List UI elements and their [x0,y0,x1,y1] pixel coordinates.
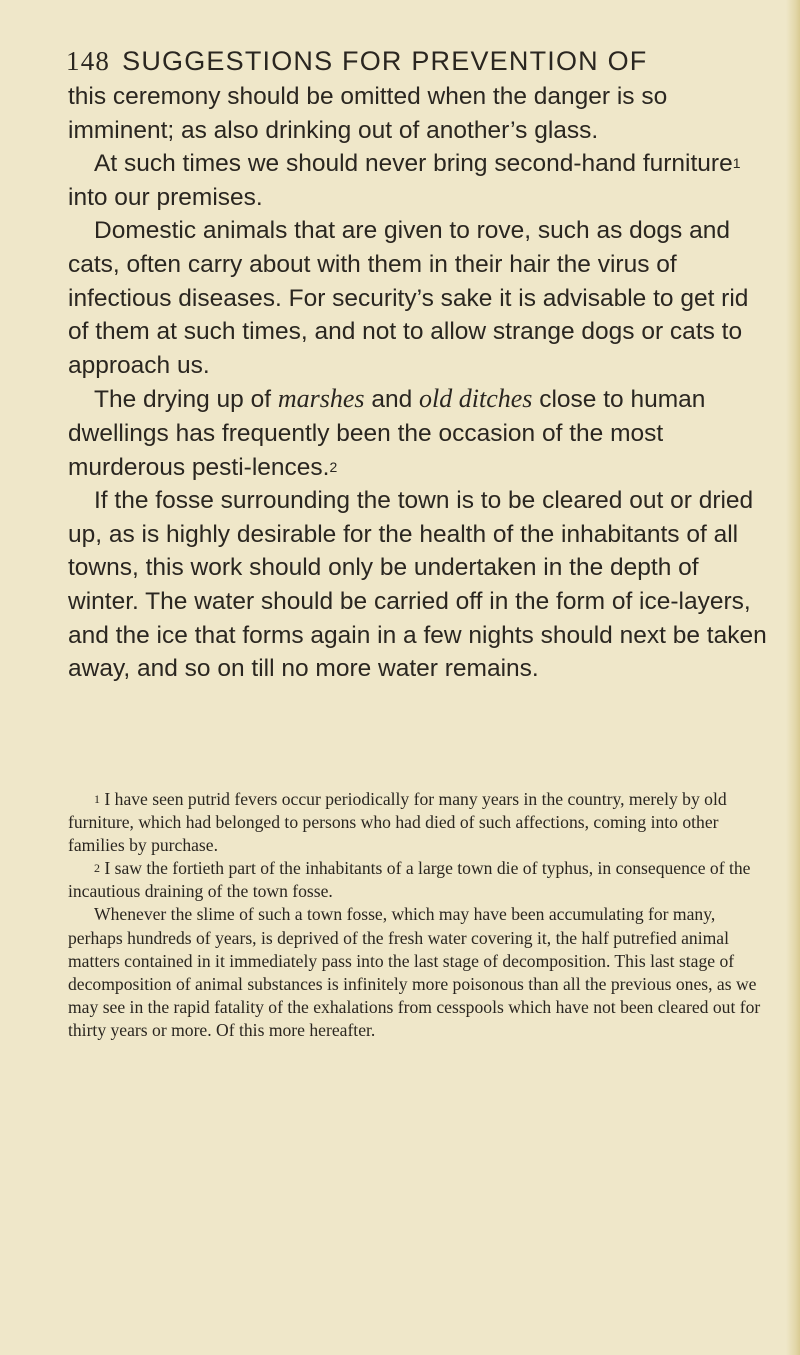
footnote-2-continuation: Whenever the slime of such a town fosse, which may have been accumulating for many, perhaps hundreds of years, is deprived of the fresh water covering it, the half putrefied animal matters contained in it immediately pass into the last stage of decomposition. This last stage of decomposition of animal substances is infinitely more poisonous than all the previous ones, as we may see in the rapid fatality of the exhalations from cesspools which have not been cleared out for thirty years or more. Of this more hereafter. [68,904,761,1040]
paragraph-5: If the fosse surrounding the town is to be cleared out or dried up, as is highly desirable for the health of the inhabitants of all towns, this work should only be undertaken in the depth of winter. The water should be carried off in the form of ice-layers, and the ice that forms again in a few nights should next be taken away, and so on till no more water remains. [68,487,767,683]
paragraph-3: Domestic animals that are given to rove, such as dogs and cats, often carry about with them in their hair the virus of infectious diseases. For security’s sake it is advisable to get rid of them at such times, and not to allow strange dogs or cats to approach us. [68,217,749,379]
paragraph-4 [68,382,770,484]
footnote-1 [68,788,772,857]
footnote-2 [68,857,772,903]
paragraph-4-text-b: and [364,386,420,414]
paragraph-2-end: into our premises. [68,183,263,211]
paragraph-1: this ceremony should be omitted when the danger is so imminent; as also drinking out of another’s glass. [68,83,668,144]
italic-old-ditches: old ditches [419,384,533,414]
italic-marshes: marshes [277,384,365,414]
page-number: 148 [66,46,111,76]
running-title: SUGGESTIONS FOR PREVENTION OF [122,46,648,76]
footnote-2-mark: 2 [94,861,100,876]
page-edge-shadow [786,0,800,1355]
footnote-2-text: I saw the fortieth part of the inhabitants of a large town die of typhus, in consequence of the incautious draining of the town fosse. [68,858,751,902]
paragraph-4-text-a: The drying up of [94,386,278,414]
paragraph-2 [68,147,770,214]
footnotes [68,788,772,1042]
footnote-ref-2: 2 [329,458,338,475]
footnote-1-mark: 1 [94,792,100,806]
paragraph-2-text: At such times we should never bring second-hand furniture [94,150,733,178]
main-text [68,80,770,686]
paragraph-4-text-c: close to human dwellings has frequently been the occasion of the most murderous pesti-lences. [68,386,706,481]
footnote-1-text: I have seen putrid fevers occur periodically for many years in the country, merely by old furniture, which had belonged to persons who had died of such affections, coming into other families by purchase. [68,789,727,856]
running-header [66,44,766,78]
footnote-ref-1: 1 [732,155,741,172]
